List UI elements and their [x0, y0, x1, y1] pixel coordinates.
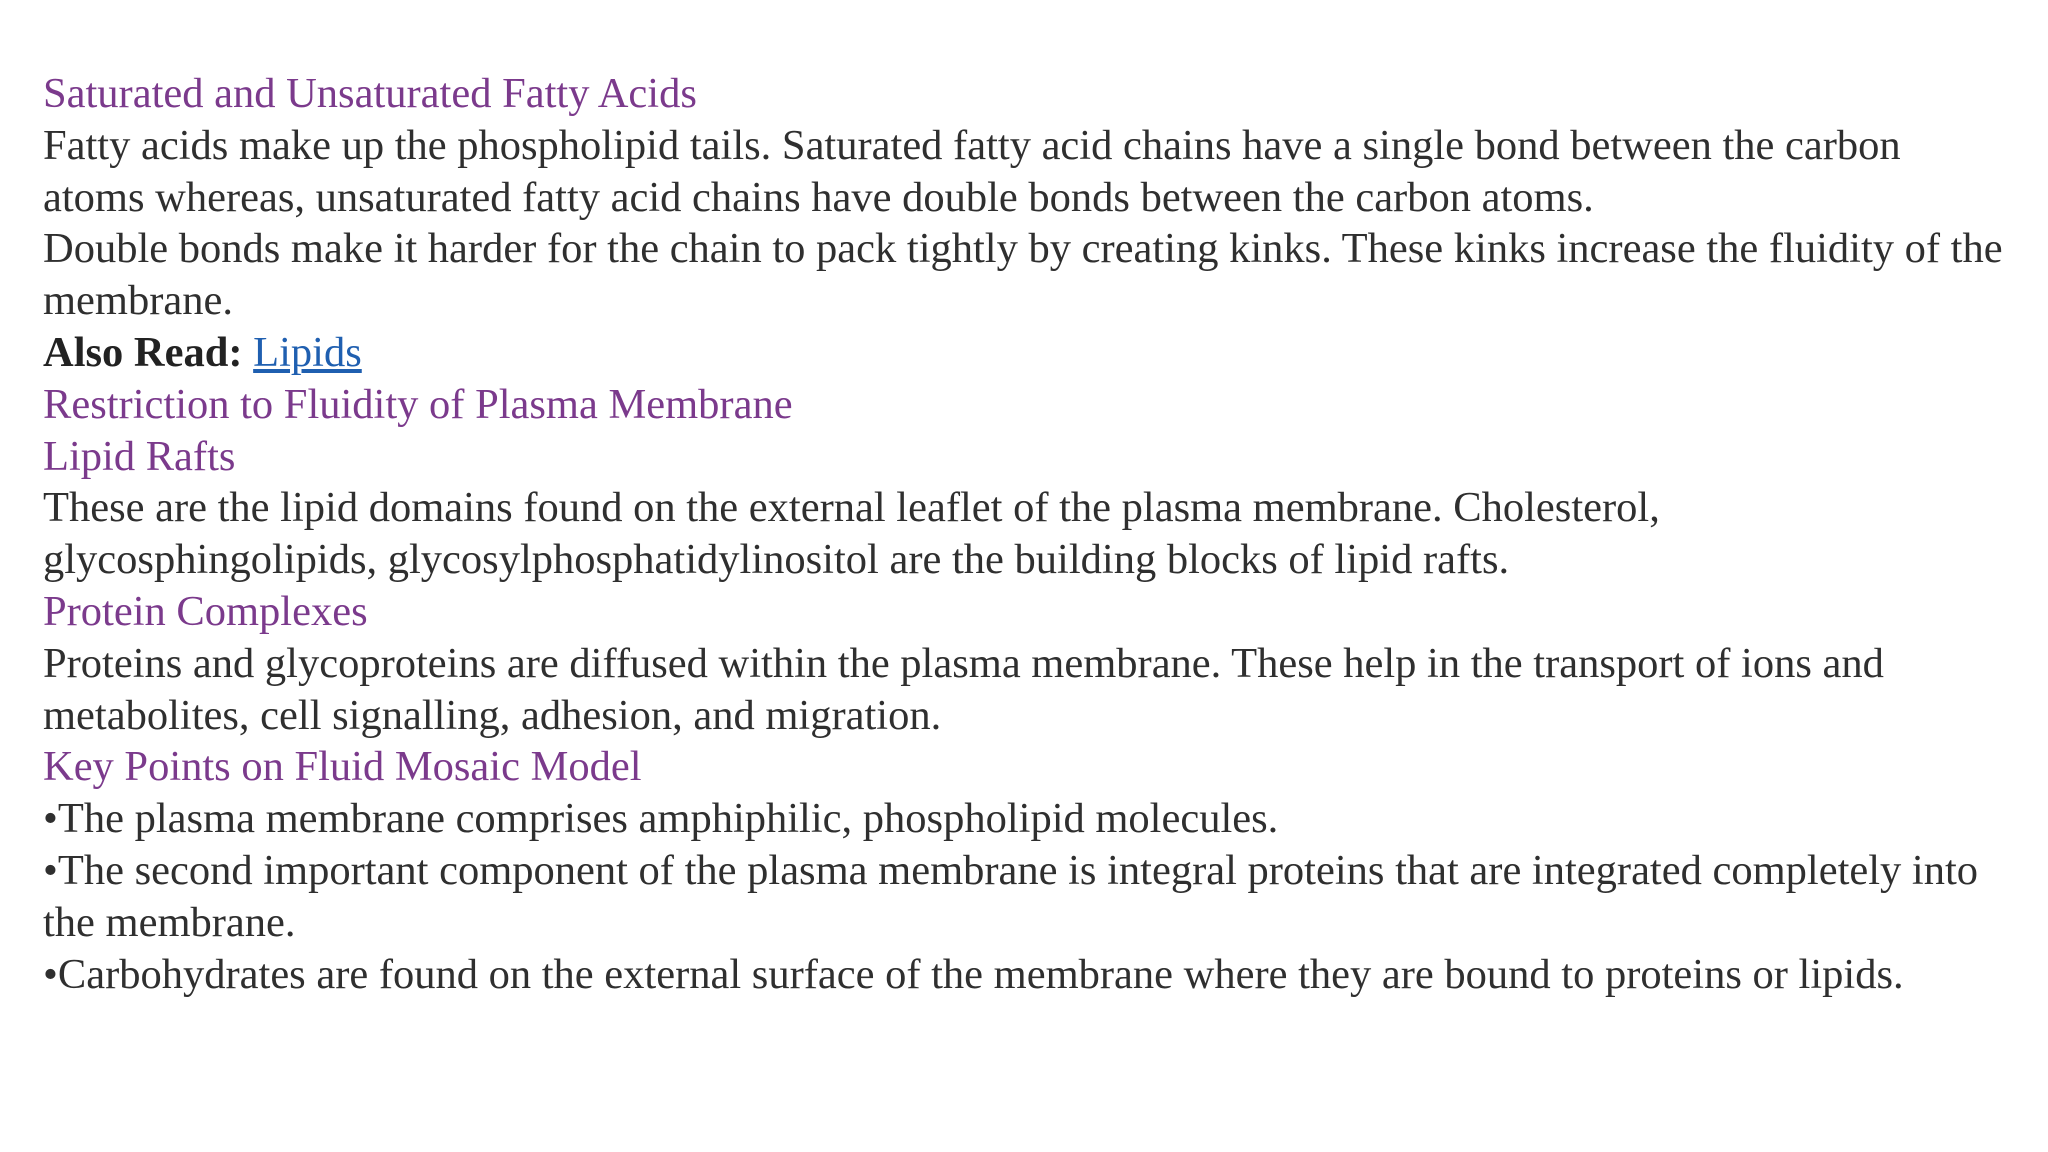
key-point-item: •The plasma membrane comprises amphiphilic, phospholipid molecules. — [43, 795, 1279, 843]
heading-saturated-fatty-acids: Saturated and Unsaturated Fatty Acids — [43, 70, 697, 117]
heading-restriction-fluidity: Restriction to Fluidity of Plasma Membrane — [43, 380, 793, 428]
article-body — [43, 68, 2003, 1000]
key-point-item: •The second important component of the plasma membrane is integral proteins that are integrated completely into the membrane. — [43, 846, 1979, 946]
key-point-item: •Carbohydrates are found on the external surface of the membrane where they are bound to proteins or lipids. — [43, 950, 1904, 998]
paragraph-double-bonds: Double bonds make it harder for the chain to pack tightly by creating kinks. These kinks increase the fluidity of the membrane. — [43, 225, 2003, 325]
also-read-line — [43, 327, 2003, 379]
lipids-link[interactable]: Lipids — [253, 328, 362, 376]
also-read-label: Also Read: — [43, 328, 243, 376]
heading-protein-complexes: Protein Complexes — [43, 587, 368, 635]
paragraph-protein-complexes: Proteins and glycoproteins are diffused within the plasma membrane. These help in the transport of ions and metabolites, cell signalling, adhesion, and migration. — [43, 639, 1884, 739]
paragraph-lipid-rafts: These are the lipid domains found on the external leaflet of the plasma membrane. Cholesterol, glycosphingolipids, glycosylphosphatidylinositol are the building blocks of lipid rafts. — [43, 484, 1660, 584]
paragraph-fatty-acids-tails: Fatty acids make up the phospholipid tails. Saturated fatty acid chains have a single bond between the carbon atoms whereas, unsaturated fatty acid chains have double bonds between the carbon atoms. — [43, 121, 1901, 221]
heading-lipid-rafts: Lipid Rafts — [43, 432, 236, 480]
heading-key-points: Key Points on Fluid Mosaic Model — [43, 743, 642, 791]
